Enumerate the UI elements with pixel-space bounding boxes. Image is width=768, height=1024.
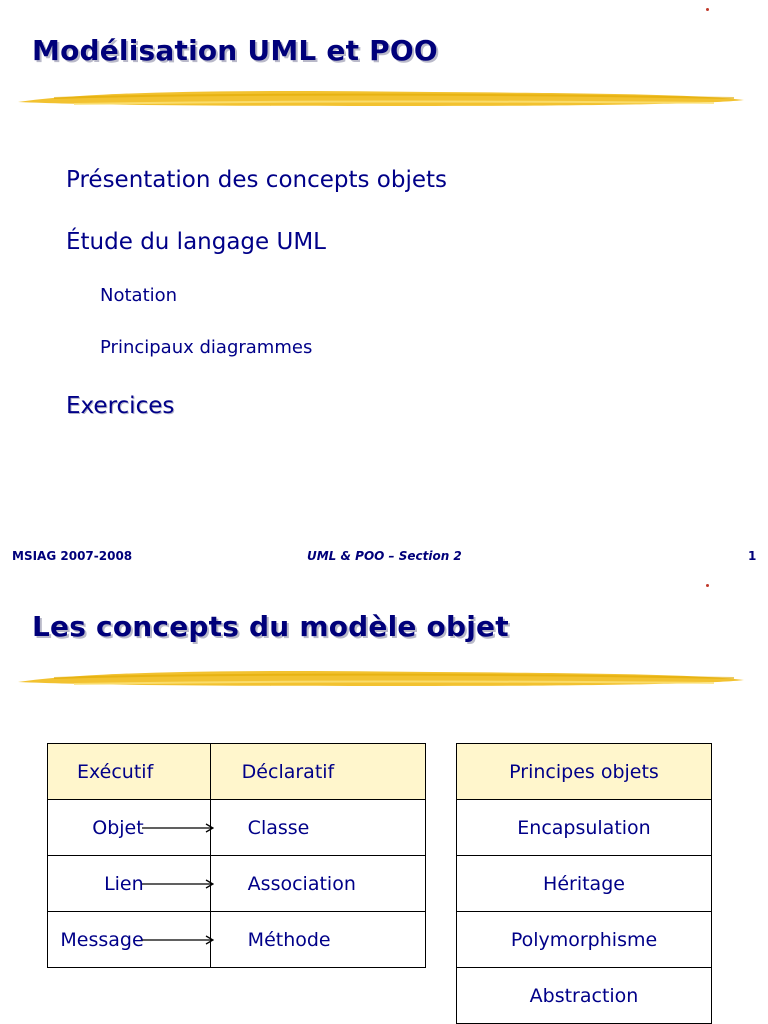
table-row: [457, 856, 712, 912]
table-row: [457, 800, 712, 856]
cell-message: Message: [48, 912, 211, 968]
corner-mark: [706, 584, 709, 587]
table-header-row: [48, 744, 426, 800]
header-declaratif: Déclaratif: [210, 744, 425, 800]
header-principes: Principes objets: [457, 744, 712, 800]
bullet-exercises: Exercices: [66, 393, 175, 419]
cell-classe: Classe: [210, 800, 425, 856]
table-row: [48, 912, 426, 968]
cell-heritage: Héritage: [457, 856, 712, 912]
concepts-table: [47, 743, 426, 968]
sub-bullet-diagrams: Principaux diagrammes: [100, 337, 313, 358]
table-row: [457, 968, 712, 1024]
cell-encapsulation: Encapsulation: [457, 800, 712, 856]
right-arrow-icon: [142, 932, 214, 948]
cell-association: Association: [210, 856, 425, 912]
principles-table: [456, 743, 712, 1024]
table-row: [48, 800, 426, 856]
sub-bullet-notation: Notation: [100, 285, 178, 306]
cell-abstraction: Abstraction: [457, 968, 712, 1024]
footer-left: MSIAG 2007-2008: [12, 549, 133, 563]
right-arrow-icon: [142, 820, 214, 836]
cell-lien: Lien: [48, 856, 211, 912]
brush-stroke-icon: [14, 84, 748, 114]
slide-title: Les concepts du modèle objet: [32, 610, 509, 643]
bullet-uml: Étude du langage UML: [66, 229, 326, 255]
header-executif: Exécutif: [48, 744, 211, 800]
cell-polymorphisme: Polymorphisme: [457, 912, 712, 968]
page-number: 1: [748, 549, 757, 563]
table-row: [48, 856, 426, 912]
slide-2: [0, 576, 768, 1024]
right-arrow-icon: [142, 876, 214, 892]
table-row: [457, 912, 712, 968]
footer-center: UML & POO – Section 2: [307, 549, 462, 563]
cell-objet: Objet: [48, 800, 211, 856]
brush-stroke-icon: [14, 664, 748, 694]
slide-title: Modélisation UML et POO: [32, 34, 438, 67]
cell-methode: Méthode: [210, 912, 425, 968]
bullet-concepts: Présentation des concepts objets: [66, 167, 448, 193]
corner-mark: [706, 8, 709, 11]
table-header-row: [457, 744, 712, 800]
